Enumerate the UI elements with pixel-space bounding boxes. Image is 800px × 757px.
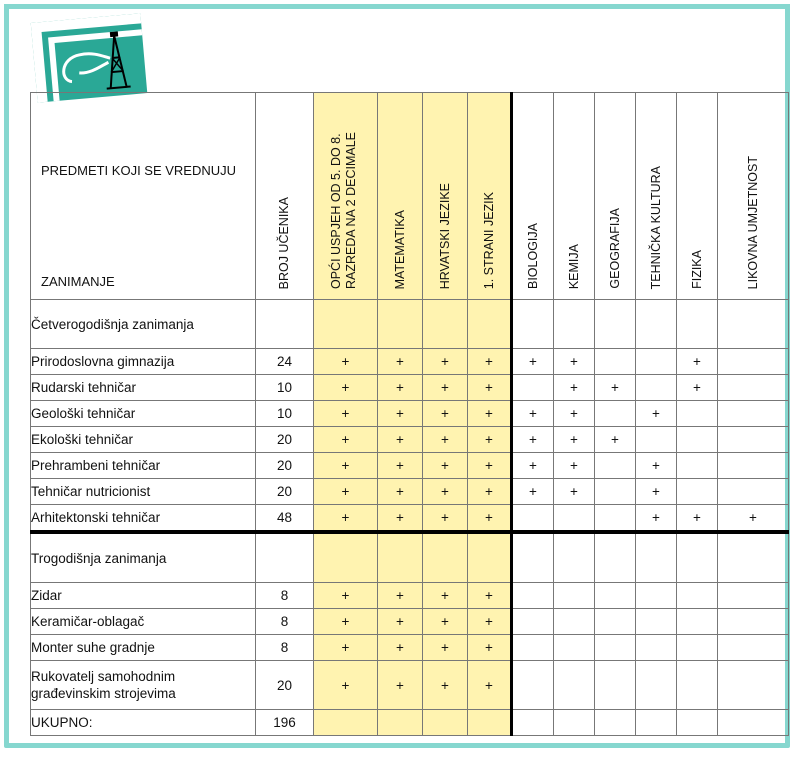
subject-mark-cell <box>595 583 636 609</box>
subject-mark-cell <box>314 710 378 736</box>
subject-mark-cell <box>677 479 718 505</box>
column-header: BIOLOGIJA <box>512 93 554 300</box>
column-header: HRVATSKI JEZIKE <box>423 93 468 300</box>
subject-mark-cell: + <box>468 661 512 710</box>
subject-mark-cell <box>636 661 677 710</box>
subject-mark-cell: + <box>314 479 378 505</box>
occupation-name: Zidar <box>31 583 256 609</box>
column-header: 1. STRANI JEZIK <box>468 93 512 300</box>
subject-mark-cell <box>423 532 468 583</box>
subject-mark-cell <box>677 532 718 583</box>
subject-mark-cell: + <box>378 479 423 505</box>
subject-mark-cell <box>512 375 554 401</box>
subject-mark-cell <box>677 635 718 661</box>
subject-mark-cell <box>512 609 554 635</box>
subject-mark-cell: + <box>595 375 636 401</box>
subject-mark-cell <box>554 635 595 661</box>
subject-mark-cell <box>512 583 554 609</box>
subject-mark-cell <box>718 453 789 479</box>
subject-mark-cell: + <box>423 427 468 453</box>
subject-mark-cell <box>677 583 718 609</box>
table-row <box>31 609 789 635</box>
subject-mark-cell: + <box>468 453 512 479</box>
subject-mark-cell <box>595 401 636 427</box>
subject-mark-cell <box>554 300 595 349</box>
student-count-cell: 24 <box>256 349 314 375</box>
subject-mark-cell: + <box>423 349 468 375</box>
subject-mark-cell <box>554 710 595 736</box>
subject-mark-cell <box>595 532 636 583</box>
table-row <box>31 710 789 736</box>
subject-mark-cell: + <box>512 349 554 375</box>
table-row <box>31 300 789 349</box>
subject-mark-cell <box>314 300 378 349</box>
table-row <box>31 349 789 375</box>
occupation-name: UKUPNO: <box>31 710 256 736</box>
subject-mark-cell <box>636 375 677 401</box>
subject-mark-cell <box>512 635 554 661</box>
subject-mark-cell <box>718 635 789 661</box>
subject-mark-cell <box>595 661 636 710</box>
column-header: TEHNIČKA KULTURA <box>636 93 677 300</box>
subject-mark-cell: + <box>314 349 378 375</box>
subject-mark-cell: + <box>423 479 468 505</box>
subject-mark-cell <box>677 427 718 453</box>
subject-mark-cell: + <box>378 661 423 710</box>
subject-mark-cell <box>512 300 554 349</box>
student-count-cell: 20 <box>256 427 314 453</box>
subject-mark-cell <box>636 609 677 635</box>
table-row <box>31 661 789 710</box>
column-header: GEOGRAFIJA <box>595 93 636 300</box>
subject-mark-cell: + <box>423 609 468 635</box>
student-count-cell: 8 <box>256 635 314 661</box>
subject-mark-cell <box>718 300 789 349</box>
subject-mark-cell: + <box>378 583 423 609</box>
subject-mark-cell <box>718 609 789 635</box>
occupation-name: Monter suhe gradnje <box>31 635 256 661</box>
table-row <box>31 427 789 453</box>
subject-mark-cell <box>718 532 789 583</box>
occupation-name: Prehrambeni tehničar <box>31 453 256 479</box>
subject-mark-cell: + <box>468 349 512 375</box>
subject-mark-cell <box>512 505 554 533</box>
subject-mark-cell: + <box>554 453 595 479</box>
subject-mark-cell <box>554 583 595 609</box>
subject-mark-cell: + <box>378 427 423 453</box>
subject-mark-cell: + <box>554 479 595 505</box>
subject-mark-cell: + <box>718 505 789 533</box>
subject-mark-cell: + <box>677 375 718 401</box>
subject-mark-cell <box>378 710 423 736</box>
subject-mark-cell: + <box>314 453 378 479</box>
subject-mark-cell: + <box>554 375 595 401</box>
subject-mark-cell: + <box>468 375 512 401</box>
subject-mark-cell: + <box>677 349 718 375</box>
subject-mark-cell <box>468 532 512 583</box>
subject-mark-cell <box>468 300 512 349</box>
table-row <box>31 375 789 401</box>
subject-mark-cell <box>636 710 677 736</box>
subject-mark-cell <box>718 427 789 453</box>
subject-mark-cell <box>636 349 677 375</box>
page-title: Upisi u školskoj godini 2020./2021. <box>235 16 735 51</box>
subject-mark-cell: + <box>512 479 554 505</box>
subject-mark-cell <box>423 710 468 736</box>
column-header: BROJ UČENIKA <box>256 93 314 300</box>
student-count-cell: 10 <box>256 401 314 427</box>
subject-mark-cell <box>718 479 789 505</box>
student-count-cell: 48 <box>256 505 314 533</box>
subject-mark-cell <box>314 532 378 583</box>
occupation-name: Geološki tehničar <box>31 401 256 427</box>
student-count-cell <box>256 532 314 583</box>
subject-mark-cell <box>595 479 636 505</box>
subject-mark-cell <box>554 532 595 583</box>
subject-mark-cell: + <box>378 505 423 533</box>
subject-mark-cell: + <box>423 453 468 479</box>
subject-mark-cell: + <box>595 427 636 453</box>
occupation-name: Tehničar nutricionist <box>31 479 256 505</box>
column-header: FIZIKA <box>677 93 718 300</box>
subject-mark-cell: + <box>378 375 423 401</box>
subject-mark-cell: + <box>636 479 677 505</box>
table-row <box>31 479 789 505</box>
subject-mark-cell: + <box>423 505 468 533</box>
column-header: OPĆI USPJEH OD 5. DO 8. RAZREDA NA 2 DECIMALE <box>314 93 378 300</box>
subject-mark-cell: + <box>636 453 677 479</box>
table-row <box>31 505 789 533</box>
subject-mark-cell: + <box>423 635 468 661</box>
student-count-cell <box>256 300 314 349</box>
subject-mark-cell <box>554 661 595 710</box>
table-row <box>31 532 789 583</box>
subject-mark-cell <box>512 532 554 583</box>
subject-mark-cell: + <box>378 349 423 375</box>
subject-mark-cell <box>636 583 677 609</box>
occupation-name: Keramičar-oblagač <box>31 609 256 635</box>
subject-mark-cell <box>718 583 789 609</box>
subject-mark-cell <box>677 401 718 427</box>
subject-mark-cell <box>677 609 718 635</box>
occupation-name: Arhitektonski tehničar <box>31 505 256 533</box>
table-row <box>31 635 789 661</box>
subject-mark-cell: + <box>314 505 378 533</box>
subject-mark-cell <box>718 710 789 736</box>
subject-mark-cell: + <box>423 401 468 427</box>
student-count-cell: 10 <box>256 375 314 401</box>
occupation-name: Trogodišnja zanimanja <box>31 532 256 583</box>
subject-mark-cell <box>718 401 789 427</box>
occupation-name: Rudarski tehničar <box>31 375 256 401</box>
subject-mark-cell <box>595 505 636 533</box>
table-row <box>31 453 789 479</box>
subject-mark-cell: + <box>314 375 378 401</box>
subject-mark-cell <box>512 661 554 710</box>
subject-mark-cell: + <box>314 401 378 427</box>
occupation-name: Prirodoslovna gimnazija <box>31 349 256 375</box>
subject-mark-cell <box>677 453 718 479</box>
subject-mark-cell: + <box>468 583 512 609</box>
subject-mark-cell: + <box>468 635 512 661</box>
subject-mark-cell: + <box>423 661 468 710</box>
subject-mark-cell: + <box>512 401 554 427</box>
subject-mark-cell <box>636 300 677 349</box>
column-header: LIKOVNA UMJETNOST <box>718 93 789 300</box>
subject-mark-cell: + <box>378 453 423 479</box>
subject-mark-cell: + <box>468 479 512 505</box>
subject-mark-cell: + <box>677 505 718 533</box>
subject-mark-cell: + <box>423 375 468 401</box>
subject-mark-cell <box>595 710 636 736</box>
subject-mark-cell <box>718 349 789 375</box>
subject-mark-cell: + <box>468 609 512 635</box>
subject-mark-cell <box>378 532 423 583</box>
table-row <box>31 401 789 427</box>
student-count-cell: 20 <box>256 661 314 710</box>
subject-mark-cell: + <box>636 505 677 533</box>
subject-mark-cell: + <box>512 427 554 453</box>
subject-mark-cell: + <box>554 401 595 427</box>
subject-mark-cell: + <box>554 427 595 453</box>
table-row <box>31 583 789 609</box>
subject-mark-cell <box>677 710 718 736</box>
header-row <box>31 93 789 300</box>
enrollment-table <box>30 92 789 736</box>
subject-mark-cell: + <box>468 401 512 427</box>
subject-mark-cell <box>636 532 677 583</box>
subject-mark-cell <box>512 710 554 736</box>
subject-mark-cell <box>677 300 718 349</box>
subject-mark-cell <box>595 609 636 635</box>
subject-mark-cell: + <box>314 427 378 453</box>
subject-mark-cell <box>554 609 595 635</box>
subject-mark-cell <box>718 661 789 710</box>
subject-mark-cell <box>595 349 636 375</box>
subject-mark-cell: + <box>423 583 468 609</box>
subject-mark-cell: + <box>314 609 378 635</box>
subject-mark-cell <box>378 300 423 349</box>
subject-mark-cell <box>468 710 512 736</box>
subject-mark-cell: + <box>378 609 423 635</box>
subject-mark-cell: + <box>378 635 423 661</box>
student-count-cell: 8 <box>256 609 314 635</box>
student-count-cell: 20 <box>256 453 314 479</box>
subject-mark-cell: + <box>314 635 378 661</box>
column-header: KEMIJA <box>554 93 595 300</box>
student-count-cell: 20 <box>256 479 314 505</box>
subject-mark-cell <box>423 300 468 349</box>
subject-mark-cell: + <box>636 401 677 427</box>
subject-mark-cell: + <box>314 583 378 609</box>
subject-mark-cell: + <box>314 661 378 710</box>
student-count-cell: 8 <box>256 583 314 609</box>
subject-mark-cell: + <box>512 453 554 479</box>
subject-mark-cell: + <box>468 427 512 453</box>
occupation-name: Rukovatelj samohodnim građevinskim strojevima <box>31 661 256 710</box>
subject-mark-cell <box>718 375 789 401</box>
subject-mark-cell <box>636 635 677 661</box>
subject-mark-cell: + <box>468 505 512 533</box>
subject-mark-cell <box>595 635 636 661</box>
subject-mark-cell: + <box>378 401 423 427</box>
header-subjects-label: PREDMETI KOJI SE VREDNUJU <box>41 163 237 178</box>
header-occupation-label: ZANIMANJE <box>41 274 115 289</box>
column-header: MATEMATIKA <box>378 93 423 300</box>
header-corner <box>31 93 256 300</box>
subject-mark-cell <box>595 300 636 349</box>
subject-mark-cell <box>554 505 595 533</box>
subject-mark-cell <box>677 661 718 710</box>
occupation-name: Ekološki tehničar <box>31 427 256 453</box>
subject-mark-cell: + <box>554 349 595 375</box>
occupation-name: Četverogodišnja zanimanja <box>31 300 256 349</box>
subject-mark-cell <box>636 427 677 453</box>
subject-mark-cell <box>595 453 636 479</box>
student-count-cell: 196 <box>256 710 314 736</box>
